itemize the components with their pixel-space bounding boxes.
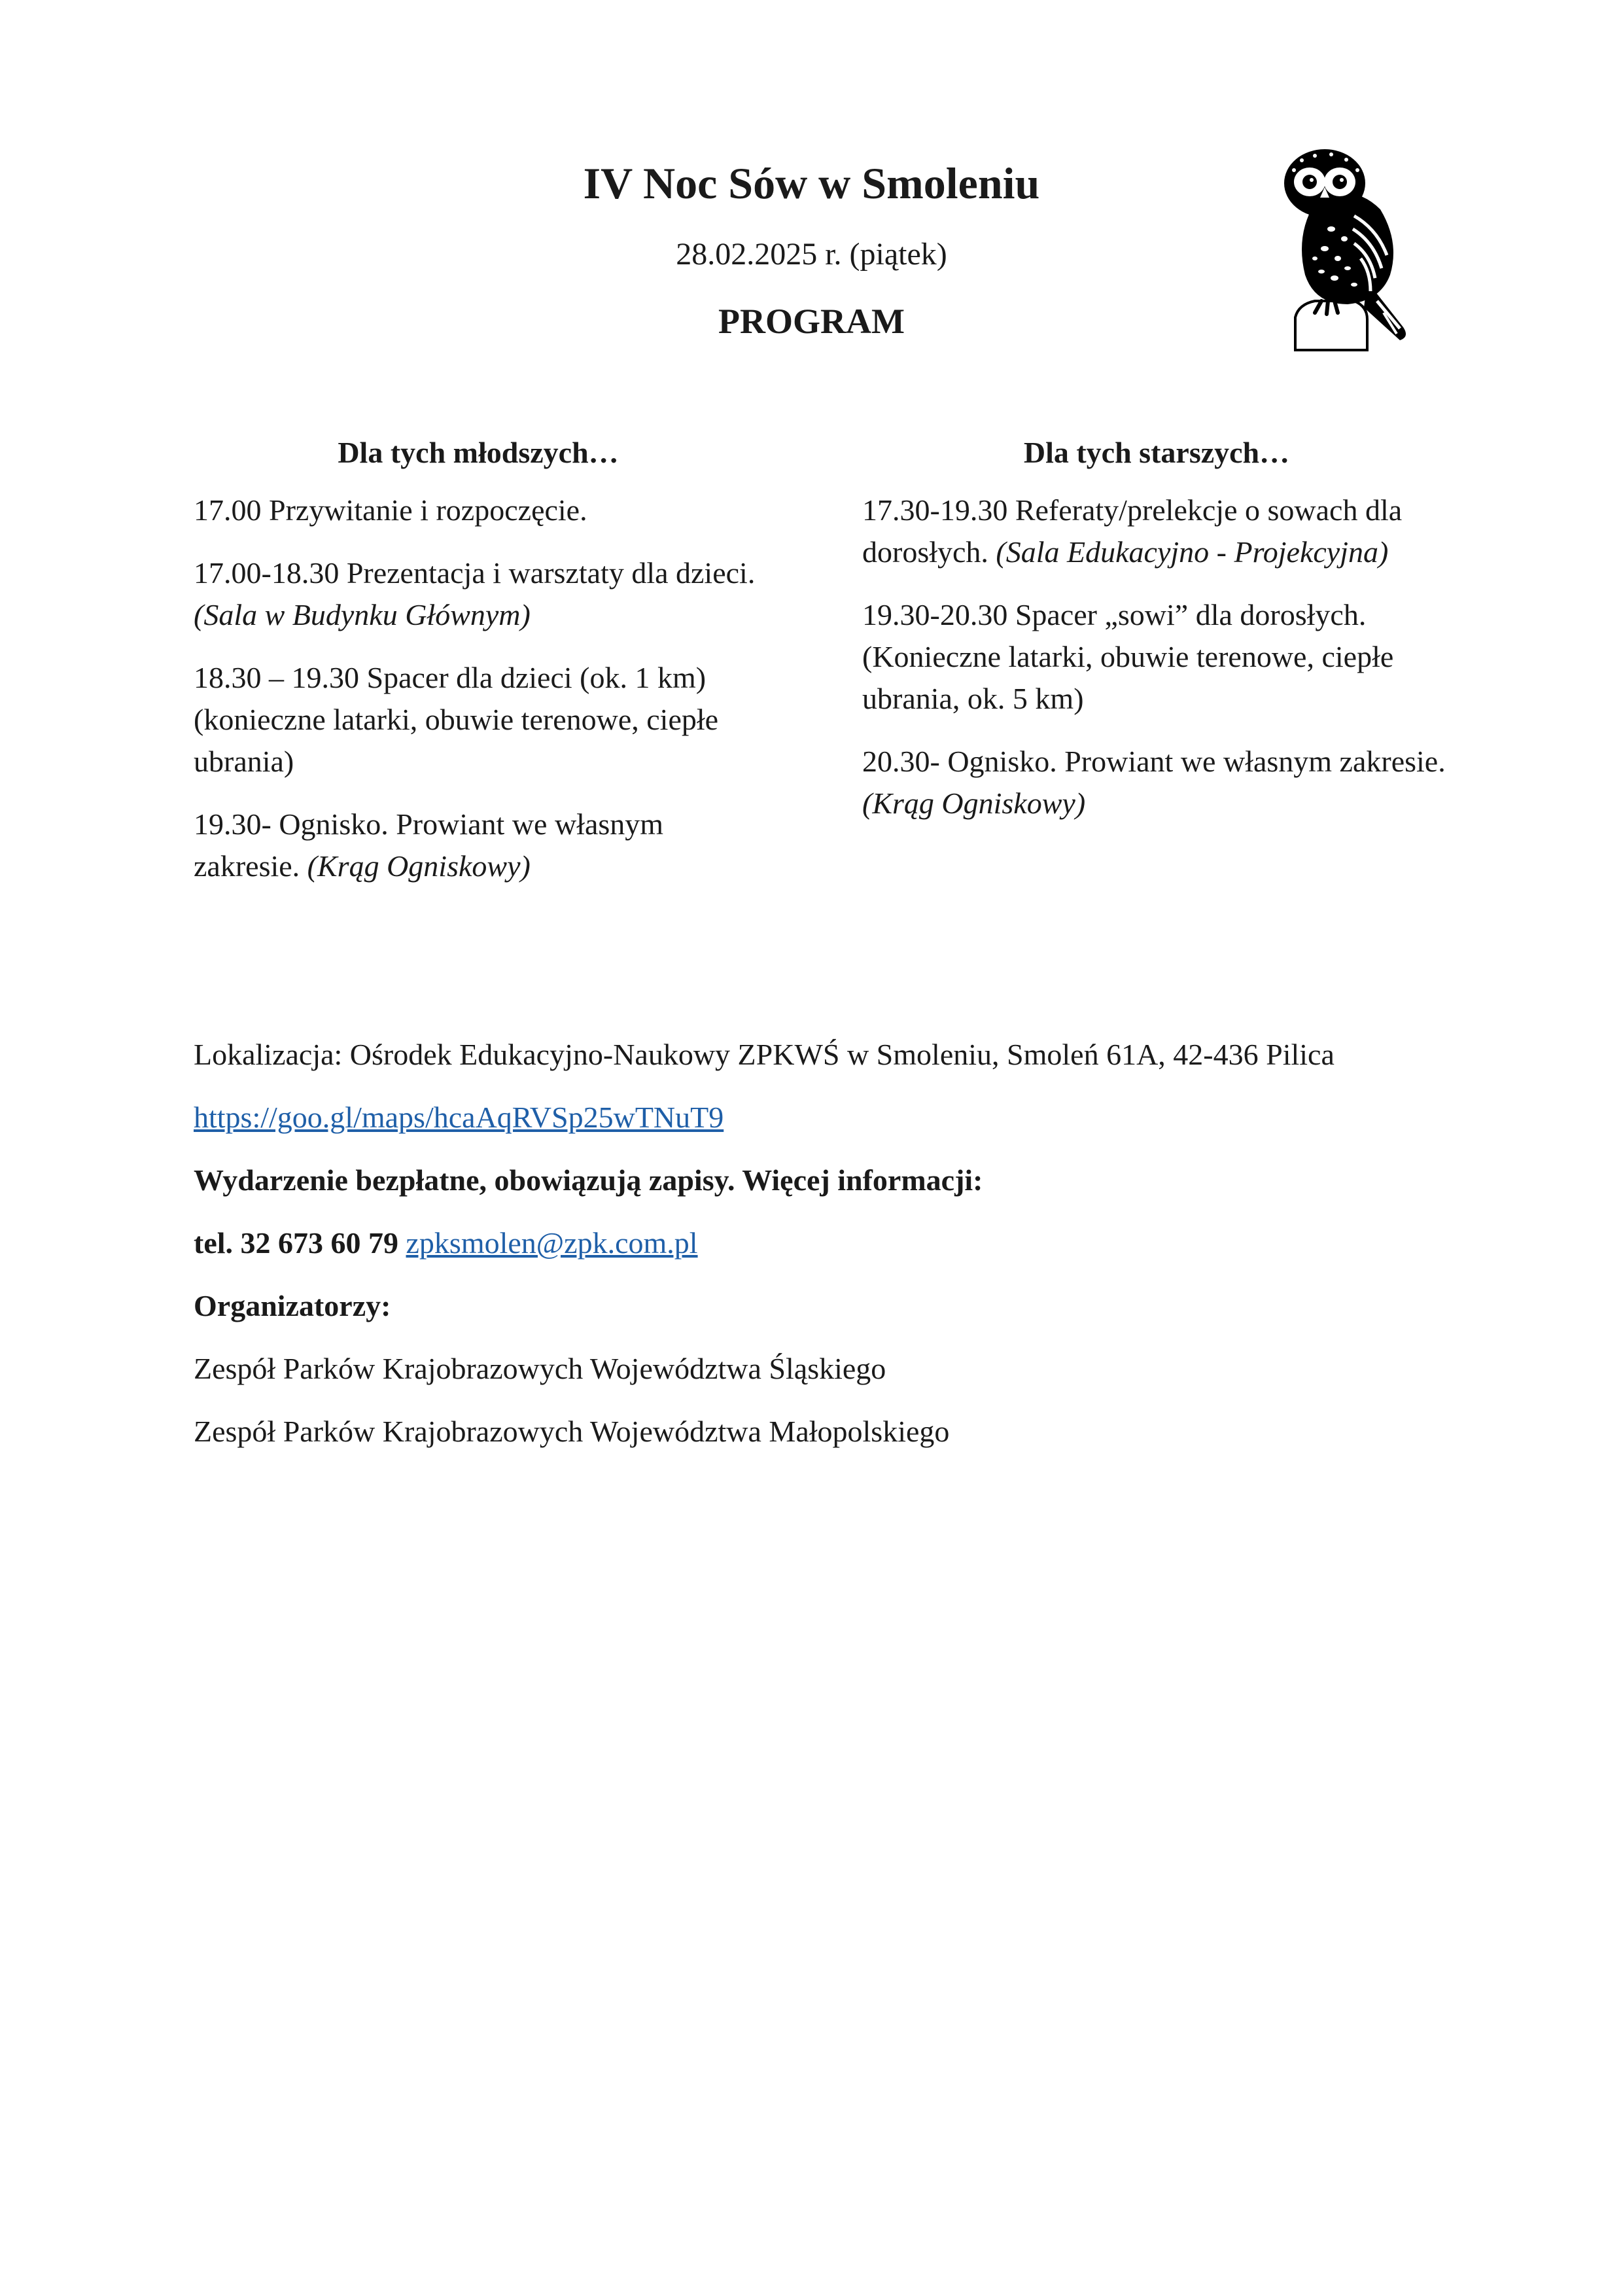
phone-number: tel. 32 673 60 79 (194, 1226, 399, 1260)
venue-label: (Krąg Ogniskowy) (307, 849, 531, 883)
program-heading: PROGRAM (718, 302, 905, 341)
email-link[interactable]: zpksmolen@zpk.com.pl (406, 1226, 698, 1260)
left-column (194, 432, 763, 908)
organizers-label: Organizatorzy: (194, 1289, 391, 1322)
list-item: 17.30-19.30 Referaty/prelekcje o sowach dla dorosłych. (Sala Edukacyjno - Projekcyjna) (862, 493, 1403, 569)
venue-label: (Sala w Budynku Głównym) (194, 598, 531, 631)
list-item: 20.30- Ognisko. Prowiant we własnym zakresie. (Krąg Ogniskowy) (862, 745, 1446, 820)
venue-label: (Sala Edukacyjno - Projekcyjna) (996, 535, 1389, 569)
list-item: 19.30- Ognisko. Prowiant we własnym zakresie. (Krąg Ogniskowy) (194, 807, 664, 883)
organizer-name: Zespół Parków Krajobrazowych Województwa Małopolskiego (194, 1415, 950, 1448)
left-column-heading: Dla tych młodszych… (338, 436, 619, 469)
location-text: Lokalizacja: Ośrodek Edukacyjno-Naukowy ZPKWŚ w Smoleniu, Smoleń 61A, 42-436 Pilica (194, 1038, 1335, 1071)
page-title: IV Noc Sów w Smoleniu (583, 158, 1040, 208)
list-item: 17.00 Przywitanie i rozpoczęcie. (194, 493, 587, 527)
owl-icon (1269, 144, 1439, 360)
event-date: 28.02.2025 r. (piątek) (676, 237, 947, 272)
list-item: 19.30-20.30 Spacer „sowi” dla dorosłych. (Konieczne latarki, obuwie terenowe, ciepłe ubrania, ok. 5 km) (862, 598, 1394, 715)
list-item: 18.30 – 19.30 Spacer dla dzieci (ok. 1 km) (konieczne latarki, obuwie terenowe, ciepłe ubrania) (194, 661, 719, 778)
list-item: 17.00-18.30 Prezentacja i warsztaty dla dzieci. (Sala w Budynku Głównym) (194, 556, 756, 631)
venue-label: (Krąg Ogniskowy) (862, 786, 1086, 820)
info-section (194, 1034, 1437, 1474)
map-link[interactable]: https://goo.gl/maps/hcaAqRVSp25wTNuT9 (194, 1101, 724, 1134)
organizer-name: Zespół Parków Krajobrazowych Województwa Śląskiego (194, 1352, 886, 1385)
right-column (862, 432, 1451, 845)
right-column-heading: Dla tych starszych… (1023, 436, 1290, 469)
free-event-note: Wydarzenie bezpłatne, obowiązują zapisy. Więcej informacji: (194, 1163, 983, 1197)
